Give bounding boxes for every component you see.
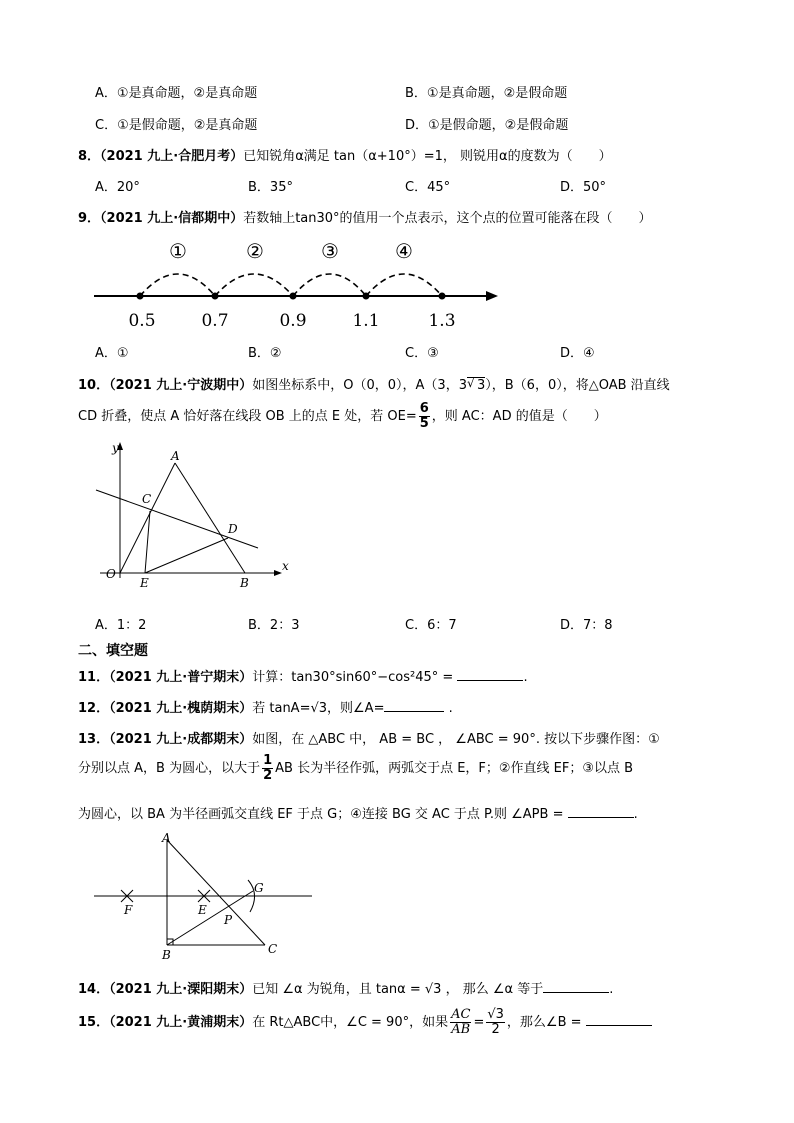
question-9: [78, 207, 652, 226]
q14-stem: 已知 ∠α 为锐角，且 tanα = √3 ， 那么 ∠α 等于: [252, 982, 544, 997]
q9-option-d: D．④: [560, 346, 595, 361]
q12-number: 12．: [78, 701, 110, 716]
question-13-line2: [78, 752, 633, 786]
q7-option-a: A．①是真命题，②是真命题: [95, 86, 258, 101]
number-line-figure: [90, 234, 510, 334]
q13-number: 13．: [78, 732, 110, 747]
q12-stem: 若 tanA=√3，则∠A=: [252, 701, 385, 716]
label-F: F: [124, 903, 133, 917]
q7-option-b: B．①是真命题，②是假命题: [405, 86, 568, 101]
q7-option-d: D．①是假命题，②是假命题: [405, 118, 569, 133]
tick-point-0.9: [290, 293, 297, 300]
q15-fraction-sqrt3-2: $\frac{√3}{2}$: [487, 1007, 504, 1037]
segment-arc-3: [293, 274, 366, 296]
tick-point-0.5: [137, 293, 144, 300]
label-P: P: [224, 913, 233, 927]
q14-source: （2021 九上·溧阳期末）: [109, 982, 253, 997]
segment-label-4: ④: [395, 239, 413, 263]
question-15: 15．（2021 九上·黄浦期末）在 Rt△ABC中，∠C = 90°，如果 $\frac{AC}{AB}$ = $\frac{√3}{2}$ ，那么∠B =: [78, 1005, 652, 1041]
q8-stem: 已知锐角α满足 tan（α+10°）=1， 则锐用α的度数为（ ）: [243, 149, 612, 164]
section-heading-fill-in: 二、填空题: [78, 643, 148, 659]
q10-stem-2a: CD 折叠，使点 A 恰好落在线段 OB 上的点 E 处，若 OE=: [78, 409, 417, 424]
q11-stem: 计算：tan30°sin60°−cos²45° =: [252, 670, 454, 685]
label-B: B: [240, 576, 249, 588]
q13-line-3: 为圆心，以 BA 为半径画弧交直线 EF 于点 G；④连接 BG 交 AC 于点 P.则 ∠APB =: [78, 807, 564, 822]
label-O: O: [106, 567, 116, 581]
construction-figure: [90, 828, 320, 963]
segment-arc-4: [366, 274, 442, 296]
q8-option-a: A．20°: [95, 180, 140, 195]
label-C: C: [142, 492, 152, 506]
q15-source: （2021 九上·黄浦期末）: [109, 1015, 253, 1030]
q15-stem-b: ，那么∠B =: [506, 1015, 582, 1030]
q8-number: 8．: [78, 149, 101, 164]
tick-label-1.3: 1.3: [428, 311, 456, 331]
q13-line-1: 如图，在 △ABC 中， AB = BC ， ∠ABC = 90°. 按以下步骤作图：①: [252, 732, 660, 747]
segment-DE: [145, 538, 228, 573]
question-12: 12．（2021 九上·槐荫期末）若 tanA=√3，则∠A= .: [78, 701, 453, 716]
q15-answer-blank[interactable]: [586, 1013, 652, 1026]
q8-option-b: B．35°: [248, 180, 293, 195]
segment-CE: [145, 511, 150, 573]
label-A: A: [162, 831, 171, 845]
q13-line-2b: AB 长为半径作弧，两弧交于点 E，F；②作直线 EF；③以点 B: [275, 761, 634, 776]
tick-point-1.3: [439, 293, 446, 300]
label-y: y: [112, 441, 119, 455]
segment-label-2: ②: [246, 239, 264, 263]
q9-number: 9．: [78, 211, 101, 226]
segment-arc-1: [140, 274, 215, 296]
label-D: D: [228, 522, 238, 536]
question-13-line3: 为圆心，以 BA 为半径画弧交直线 EF 于点 G；④连接 BG 交 AC 于点 P.则 ∠APB = .: [78, 807, 638, 822]
q13-fraction-half: $\frac{1}{2}$: [263, 753, 273, 783]
question-8: [78, 145, 612, 164]
question-11: 11．（2021 九上·普宁期末）计算：tan30°sin60°−cos²45° = .: [78, 670, 528, 685]
q11-number: 11．: [78, 670, 110, 685]
q15-fraction-ac-ab: $\frac{AC}{AB}$: [451, 1007, 471, 1037]
q12-answer-blank[interactable]: [384, 699, 444, 712]
tick-label-0.5: 0.5: [128, 311, 156, 331]
q10-option-d: D．7：8: [560, 618, 613, 633]
coordinate-triangle-figure: [90, 438, 300, 588]
q11-source: （2021 九上·普宁期末）: [109, 670, 253, 685]
q8-option-d: D．50°: [560, 180, 607, 195]
q10-stem-2b: ，则 AC：AD 的值是（ ）: [431, 409, 607, 424]
q15-number: 15．: [78, 1015, 110, 1030]
q9-option-c: C．③: [405, 346, 439, 361]
q10-number: 10．: [78, 378, 110, 393]
label-E: E: [140, 576, 149, 588]
q13-line-2a: 分别以点 A，B 为圆心，以大于: [78, 761, 261, 776]
q10-option-b: B．2：3: [248, 618, 300, 633]
side-OA: [120, 463, 175, 573]
segment-label-1: ①: [169, 239, 187, 263]
q9-stem: 若数轴上tan30°的值用一个点表示，这个点的位置可能落在段（ ）: [243, 211, 652, 226]
tick-label-0.7: 0.7: [201, 311, 229, 331]
question-10-line1: [78, 374, 670, 393]
label-A: A: [171, 449, 180, 463]
label-C: C: [268, 942, 278, 956]
q9-option-a: A．①: [95, 346, 129, 361]
segment-arc-2: [215, 274, 293, 296]
q12-source: （2021 九上·槐荫期末）: [109, 701, 253, 716]
tick-label-0.9: 0.9: [279, 311, 307, 331]
question-13-line1: [78, 728, 660, 747]
q10-option-c: C．6：7: [405, 618, 457, 633]
side-AB: [175, 463, 245, 573]
q11-answer-blank[interactable]: [457, 668, 523, 681]
tick-point-1.1: [363, 293, 370, 300]
q13-answer-blank[interactable]: [568, 805, 634, 818]
label-x: x: [282, 559, 289, 573]
question-14: 14．（2021 九上·溧阳期末）已知 ∠α 为锐角，且 tanα = √3 ， 那么 ∠α 等于 .: [78, 982, 614, 997]
q9-source: （2021 九上·信都期中）: [100, 211, 244, 226]
label-G: G: [254, 881, 264, 895]
tick-label-1.1: 1.1: [352, 311, 380, 331]
q10-stem-1b: ），B（6，0），将△OAB 沿直线: [485, 378, 670, 393]
x-axis-arrow: [274, 570, 282, 576]
segment-label-3: ③: [321, 239, 339, 263]
q10-sqrt: √ 3: [466, 376, 486, 393]
label-E: E: [198, 903, 207, 917]
q13-source: （2021 九上·成都期末）: [109, 732, 253, 747]
q8-option-c: C．45°: [405, 180, 451, 195]
q8-source: （2021 九上·合肥月考）: [100, 149, 244, 164]
number-line-arrow: [486, 291, 498, 301]
q14-number: 14．: [78, 982, 110, 997]
q15-stem-a: 在 Rt△ABC中，∠C = 90°，如果: [252, 1015, 449, 1030]
q9-option-b: B．②: [248, 346, 282, 361]
tick-point-0.7: [212, 293, 219, 300]
q10-stem-1: 如图坐标系中，O（0，0），A（3，3: [252, 378, 467, 393]
q7-option-c: C．①是假命题，②是真命题: [95, 118, 258, 133]
label-B: B: [162, 948, 171, 962]
q14-answer-blank[interactable]: [543, 980, 609, 993]
q10-fraction: $\frac{6}{5}$: [419, 401, 429, 431]
q10-source: （2021 九上·宁波期中）: [109, 378, 253, 393]
q10-option-a: A．1：2: [95, 618, 147, 633]
question-10-line2: [78, 400, 607, 434]
